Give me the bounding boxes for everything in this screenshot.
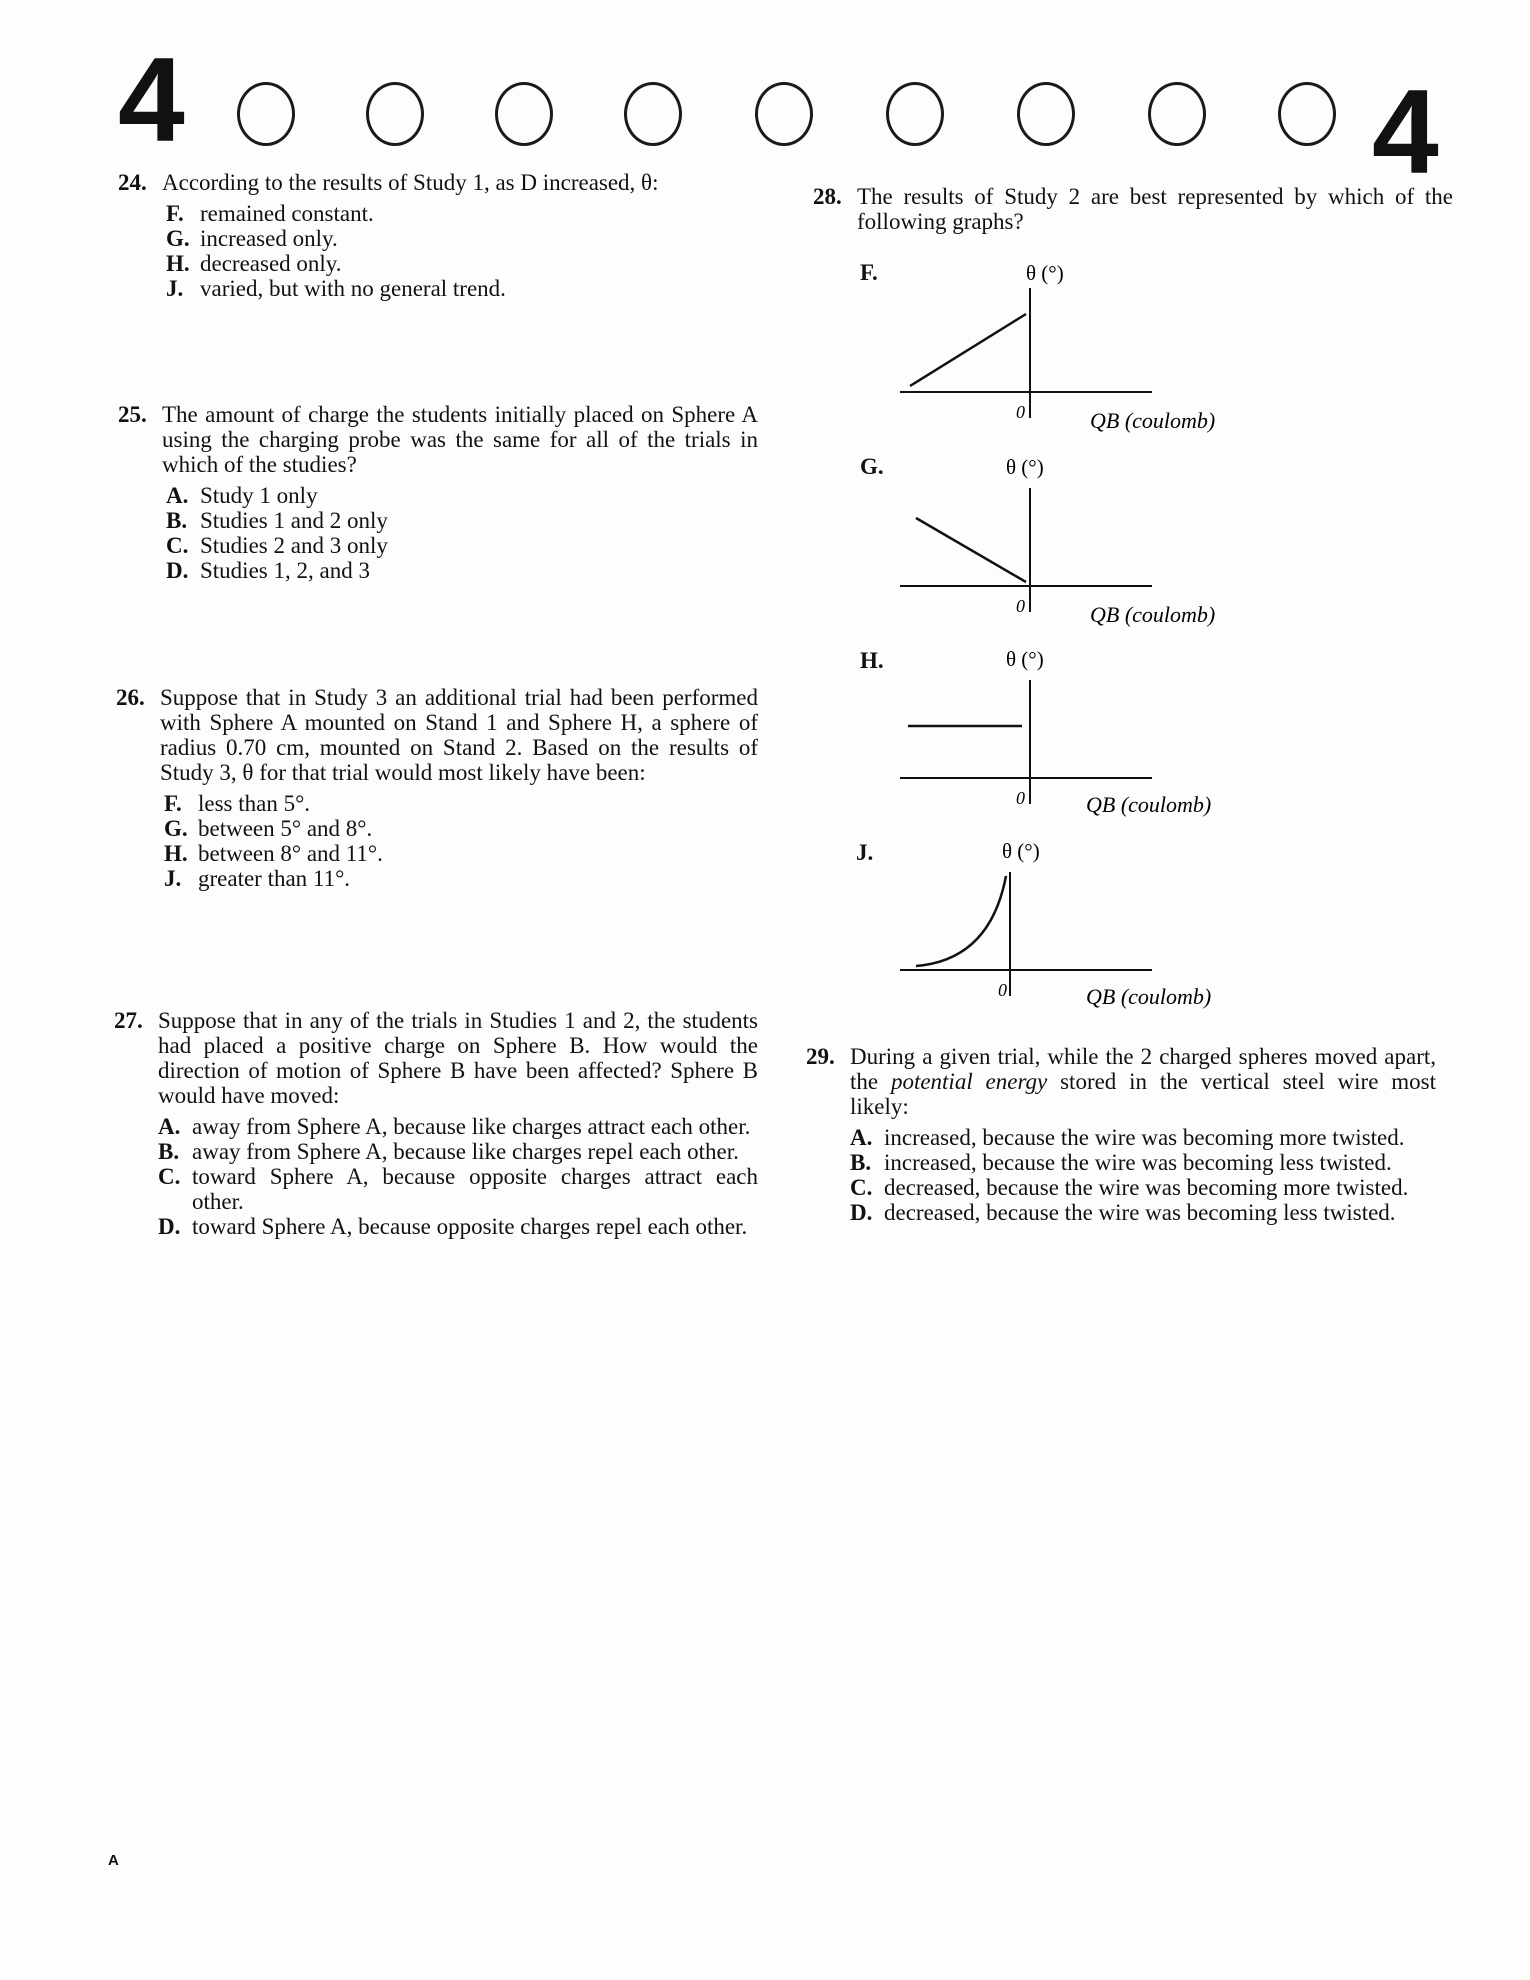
- answer-option[interactable]: [166, 276, 758, 301]
- footer-form-code: A: [108, 1852, 119, 1869]
- option-letter: F.: [166, 201, 184, 226]
- option-letter: H.: [166, 251, 190, 276]
- option-text: Study 1 only: [200, 483, 318, 508]
- answer-option[interactable]: [164, 791, 758, 816]
- option-letter: C.: [166, 533, 189, 558]
- option-letter: A.: [850, 1125, 873, 1150]
- question-26: [116, 685, 758, 891]
- option-text: between 8° and 11°.: [198, 841, 383, 866]
- option-letter: D.: [166, 558, 189, 583]
- option-text: toward Sphere A, because opposite charges attract each other.: [192, 1164, 758, 1214]
- option-text: varied, but with no general trend.: [200, 276, 506, 301]
- option-letter: J.: [166, 276, 184, 301]
- answer-option[interactable]: [158, 1164, 758, 1214]
- answer-option[interactable]: [164, 841, 758, 866]
- graph-option-letter[interactable]: G.: [860, 454, 884, 479]
- graph-data-line: [910, 314, 1026, 386]
- answer-option[interactable]: [850, 1150, 1436, 1175]
- graph-data-curve: [916, 876, 1006, 966]
- answer-option[interactable]: [850, 1175, 1436, 1200]
- graph-x-label: QB (coulomb): [1090, 408, 1216, 433]
- question-stem: [850, 1044, 1436, 1119]
- option-text: Studies 2 and 3 only: [200, 533, 388, 558]
- graph-data-line: [916, 518, 1026, 582]
- graph-option-j[interactable]: [900, 836, 1240, 1009]
- answer-option[interactable]: [850, 1125, 1436, 1150]
- option-text: remained constant.: [200, 201, 374, 226]
- option-text: Studies 1, 2, and 3: [200, 558, 370, 583]
- option-text: toward Sphere A, because opposite charges repel each other.: [192, 1214, 748, 1239]
- option-text: between 5° and 8°.: [198, 816, 373, 841]
- graph-f-svg: [900, 258, 1240, 433]
- question-number: 29.: [806, 1044, 835, 1069]
- question-number: 28.: [813, 184, 842, 209]
- option-letter: D.: [850, 1200, 873, 1225]
- graph-y-label: θ (°): [1006, 647, 1044, 671]
- question-27: [114, 1008, 758, 1239]
- option-letter: A.: [158, 1114, 181, 1139]
- answer-option[interactable]: [158, 1114, 758, 1139]
- option-text: decreased, because the wire was becoming more twisted.: [884, 1175, 1409, 1200]
- answer-option[interactable]: [158, 1214, 758, 1239]
- answer-option[interactable]: [164, 866, 758, 891]
- option-letter: B.: [158, 1139, 180, 1164]
- answer-option[interactable]: [166, 251, 758, 276]
- header-circle: [1278, 82, 1336, 146]
- graph-x-label: QB (coulomb): [1086, 792, 1212, 817]
- question-28: [813, 184, 1453, 234]
- option-letter: A.: [166, 483, 189, 508]
- answer-option[interactable]: [166, 201, 758, 226]
- option-letter: C.: [158, 1164, 181, 1189]
- stem-text: During a given trial, while the 2 charged spheres moved apart, the: [850, 1044, 1436, 1094]
- option-text: Studies 1 and 2 only: [200, 508, 388, 533]
- option-letter: F.: [164, 791, 182, 816]
- stem-emphasis: potential energy: [890, 1069, 1048, 1094]
- option-letter: D.: [158, 1214, 181, 1239]
- option-letter: B.: [166, 508, 188, 533]
- graph-y-label: θ (°): [1006, 455, 1044, 479]
- graph-option-g[interactable]: [900, 452, 1240, 627]
- option-letter: G.: [166, 226, 190, 251]
- answer-option[interactable]: [164, 816, 758, 841]
- option-text: less than 5°.: [198, 791, 311, 816]
- section-number-left: 4: [118, 33, 185, 167]
- header-circle: [1148, 82, 1206, 146]
- graph-option-f[interactable]: [900, 258, 1240, 433]
- option-letter: J.: [164, 866, 182, 891]
- question-25: [118, 402, 758, 583]
- answer-option[interactable]: [166, 558, 758, 583]
- graph-option-letter[interactable]: J.: [856, 840, 874, 865]
- option-letter: B.: [850, 1150, 872, 1175]
- answer-option[interactable]: [166, 483, 758, 508]
- question-stem: Suppose that in any of the trials in Studies 1 and 2, the students had placed a positive charge on Sphere B. How would the direction of motion of Sphere B have been affected? Sphere B would have moved:: [158, 1008, 758, 1108]
- section-number-right: 4: [1372, 65, 1439, 199]
- question-stem: According to the results of Study 1, as D increased, θ:: [162, 170, 659, 195]
- option-letter: C.: [850, 1175, 873, 1200]
- graph-origin-label: 0: [1016, 402, 1025, 422]
- question-stem: The results of Study 2 are best represented by which of the following graphs?: [857, 184, 1453, 234]
- question-number: 24.: [118, 170, 147, 195]
- graph-j-svg: [900, 836, 1240, 1009]
- question-29: [806, 1044, 1436, 1225]
- stem-text: stored in the vertical steel wire most likely:: [850, 1069, 1436, 1119]
- graph-x-label: QB (coulomb): [1090, 602, 1216, 627]
- graph-origin-label: 0: [998, 980, 1007, 1000]
- option-text: increased, because the wire was becoming less twisted.: [884, 1150, 1392, 1175]
- option-text: increased only.: [200, 226, 338, 251]
- answer-option[interactable]: [166, 508, 758, 533]
- header-circle: [755, 82, 813, 146]
- answer-option[interactable]: [166, 226, 758, 251]
- graph-origin-label: 0: [1016, 788, 1025, 808]
- option-text: greater than 11°.: [198, 866, 351, 891]
- graph-option-letter[interactable]: H.: [860, 648, 884, 673]
- header-circle: [495, 82, 553, 146]
- question-number: 27.: [114, 1008, 143, 1033]
- graph-h-svg: [900, 644, 1240, 817]
- graph-option-letter[interactable]: F.: [860, 260, 878, 285]
- header-circle: [886, 82, 944, 146]
- graph-x-label: QB (coulomb): [1086, 984, 1212, 1009]
- header-circle: [1017, 82, 1075, 146]
- header-circle: [624, 82, 682, 146]
- option-letter: G.: [164, 816, 188, 841]
- graph-y-label: θ (°): [1026, 261, 1064, 285]
- answer-option[interactable]: [166, 533, 758, 558]
- question-number: 26.: [116, 685, 145, 710]
- header-circle: [237, 82, 295, 146]
- graph-option-h[interactable]: [900, 644, 1240, 817]
- question-number: 25.: [118, 402, 147, 427]
- option-text: decreased, because the wire was becoming less twisted.: [884, 1200, 1396, 1225]
- graph-y-label: θ (°): [1002, 839, 1040, 863]
- option-text: increased, because the wire was becoming more twisted.: [884, 1125, 1405, 1150]
- header-circle: [366, 82, 424, 146]
- graph-origin-label: 0: [1016, 596, 1025, 616]
- question-24: [118, 170, 758, 301]
- option-text: decreased only.: [200, 251, 342, 276]
- graph-g-svg: [900, 452, 1240, 627]
- option-text: away from Sphere A, because like charges repel each other.: [192, 1139, 739, 1164]
- answer-option[interactable]: [850, 1200, 1436, 1225]
- question-stem: The amount of charge the students initially placed on Sphere A using the charging probe was the same for all of the trials in which of the studies?: [162, 402, 758, 477]
- question-stem: Suppose that in Study 3 an additional trial had been performed with Sphere A mounted on Stand 1 and Sphere H, a sphere of radius 0.70 cm, mounted on Stand 2. Based on the results of Study 3, θ for that trial would most likely have been:: [160, 685, 758, 785]
- answer-option[interactable]: [158, 1139, 758, 1164]
- option-letter: H.: [164, 841, 188, 866]
- option-text: away from Sphere A, because like charges attract each other.: [192, 1114, 751, 1139]
